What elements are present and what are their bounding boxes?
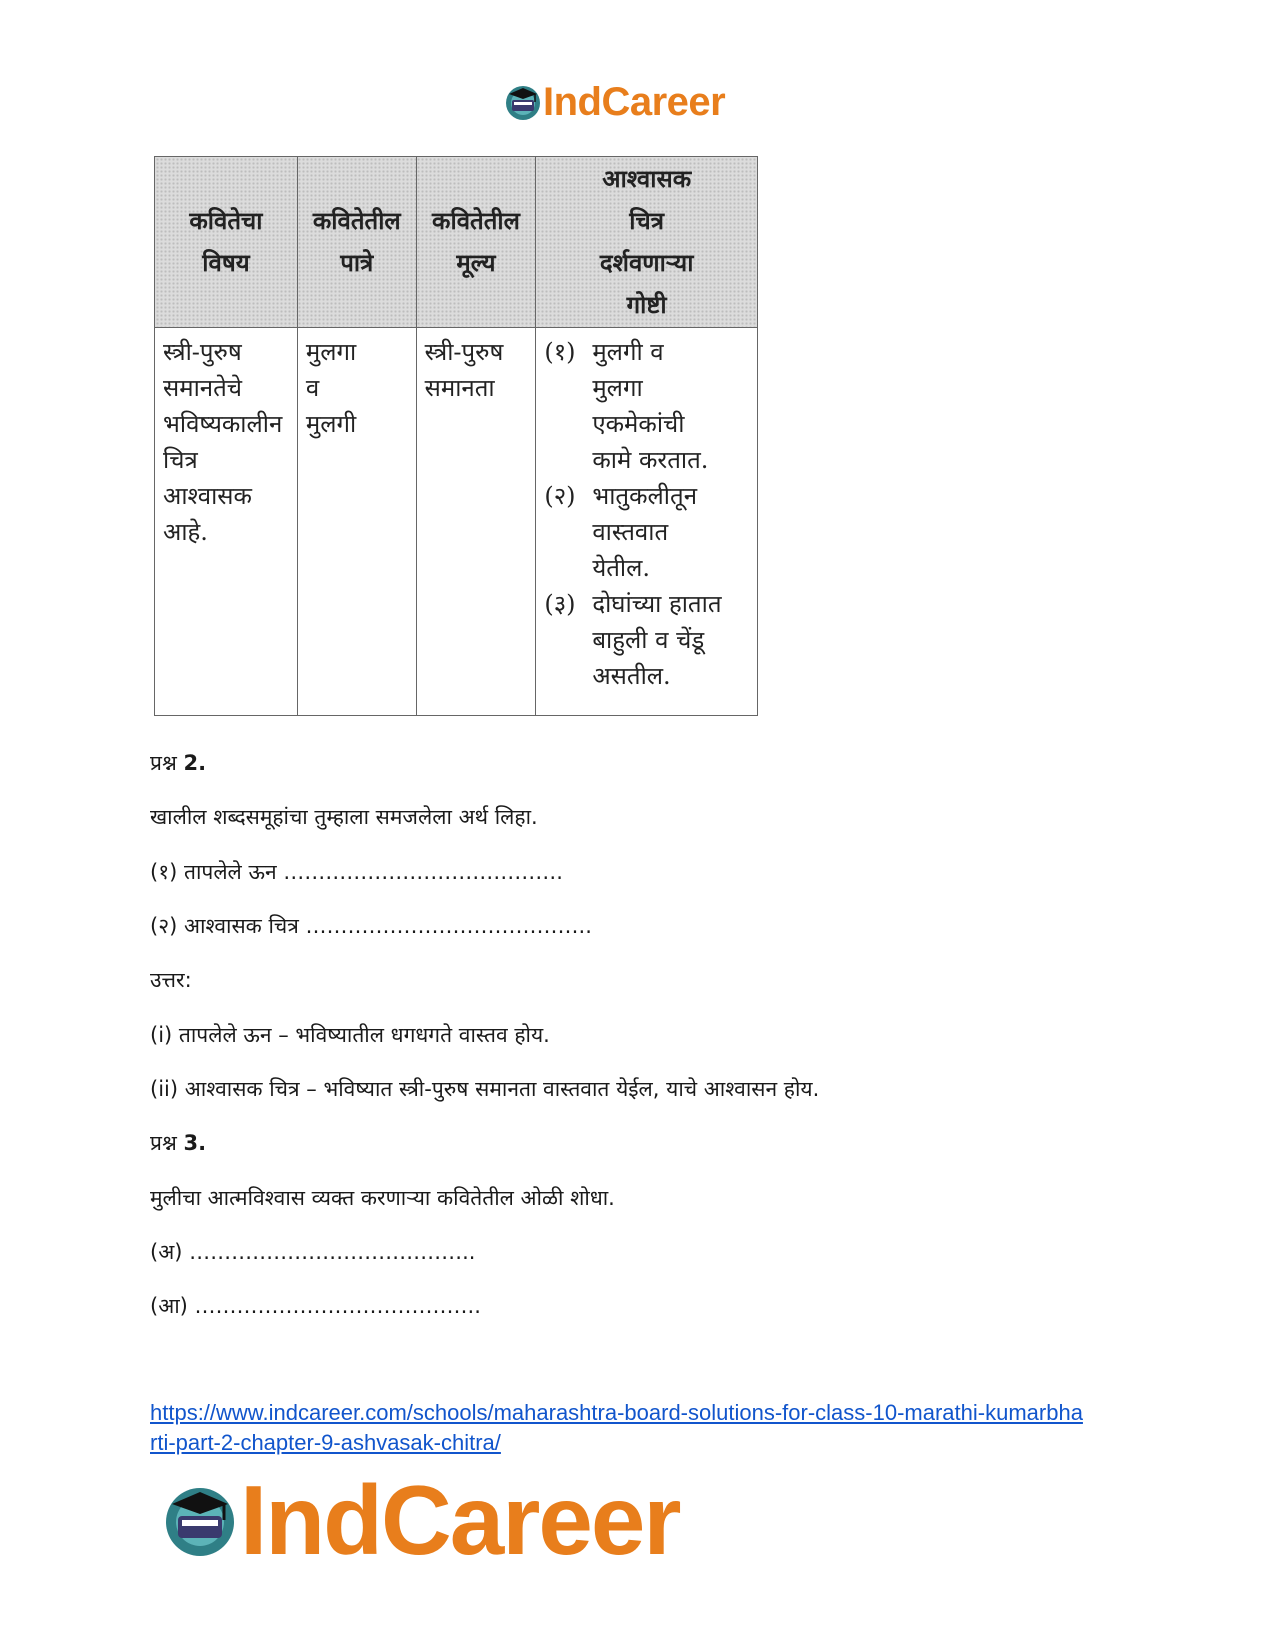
cell-reassuring-things (536, 328, 758, 716)
question-3-item-1: (अ) ………………………………….. (150, 1240, 476, 1264)
question-3-prompt: मुलीचा आत्मविश्वास व्यक्त करणाऱ्या कवितेतील ओळी शोधा. (150, 1186, 615, 1210)
indcareer-logo-bottom (160, 1465, 680, 1575)
question-3-item-2: (आ) ………………………………….. (150, 1294, 481, 1318)
table-row (155, 328, 758, 716)
answer-label: उत्तर: (150, 968, 192, 992)
header-reassuring-things: आश्वासक चित्र दर्शवणाऱ्या गोष्टी (536, 157, 758, 328)
list-item: (२) भातुकलीतून वास्तवात येतील. (544, 482, 698, 582)
question-2-item-1: (१) तापलेले ऊन …………………………………. (150, 860, 563, 884)
header-characters: कवितेतील पात्रे (297, 157, 416, 328)
poem-analysis-table (154, 156, 758, 716)
source-url-link[interactable]: https://www.indcareer.com/schools/maharashtra-board-solutions-for-class-10-marathi-kumarbha rti-part-2-chapter-9-ashvasak-chitra/ (150, 1400, 1083, 1455)
list-item: (३) दोघांच्या हातात बाहुली व चेंडू असतील. (544, 590, 722, 690)
cell-subject: स्त्री-पुरुष समानतेचे भविष्यकालीन चित्र आश्वासक आहे. (155, 328, 298, 716)
question-2-item-2: (२) आश्वासक चित्र ………………………………….. (150, 914, 592, 938)
table-header-row (155, 157, 758, 328)
answer-1: (i) तापलेले ऊन – भविष्यातील धगधगते वास्तव होय. (150, 1023, 550, 1047)
answer-2: (ii) आश्वासक चित्र – भविष्यात स्त्री-पुरुष समानता वास्तवात येईल, याचे आश्वासन होय. (150, 1077, 820, 1101)
brand-name: IndCareer (240, 1465, 680, 1575)
indcareer-logo-top (503, 78, 725, 126)
header-subject: कवितेचा विषय (155, 157, 298, 328)
question-2-prompt: खालील शब्दसमूहांचा तुम्हाला समजलेला अर्थ लिहा. (150, 805, 538, 829)
graduation-cap-book-icon (503, 82, 543, 122)
brand-name: IndCareer (543, 80, 726, 124)
list-item: (१) मुलगी व मुलगा एकमेकांची कामे करतात. (544, 338, 709, 474)
graduation-cap-book-icon (160, 1480, 240, 1560)
question-2-label: प्रश्न 2. (150, 751, 207, 775)
cell-characters: मुलगा व मुलगी (297, 328, 416, 716)
cell-value: स्त्री-पुरुष समानता (416, 328, 536, 716)
numbered-list (544, 334, 749, 694)
header-value: कवितेतील मूल्य (416, 157, 536, 328)
question-3-label: प्रश्न 3. (150, 1131, 207, 1155)
